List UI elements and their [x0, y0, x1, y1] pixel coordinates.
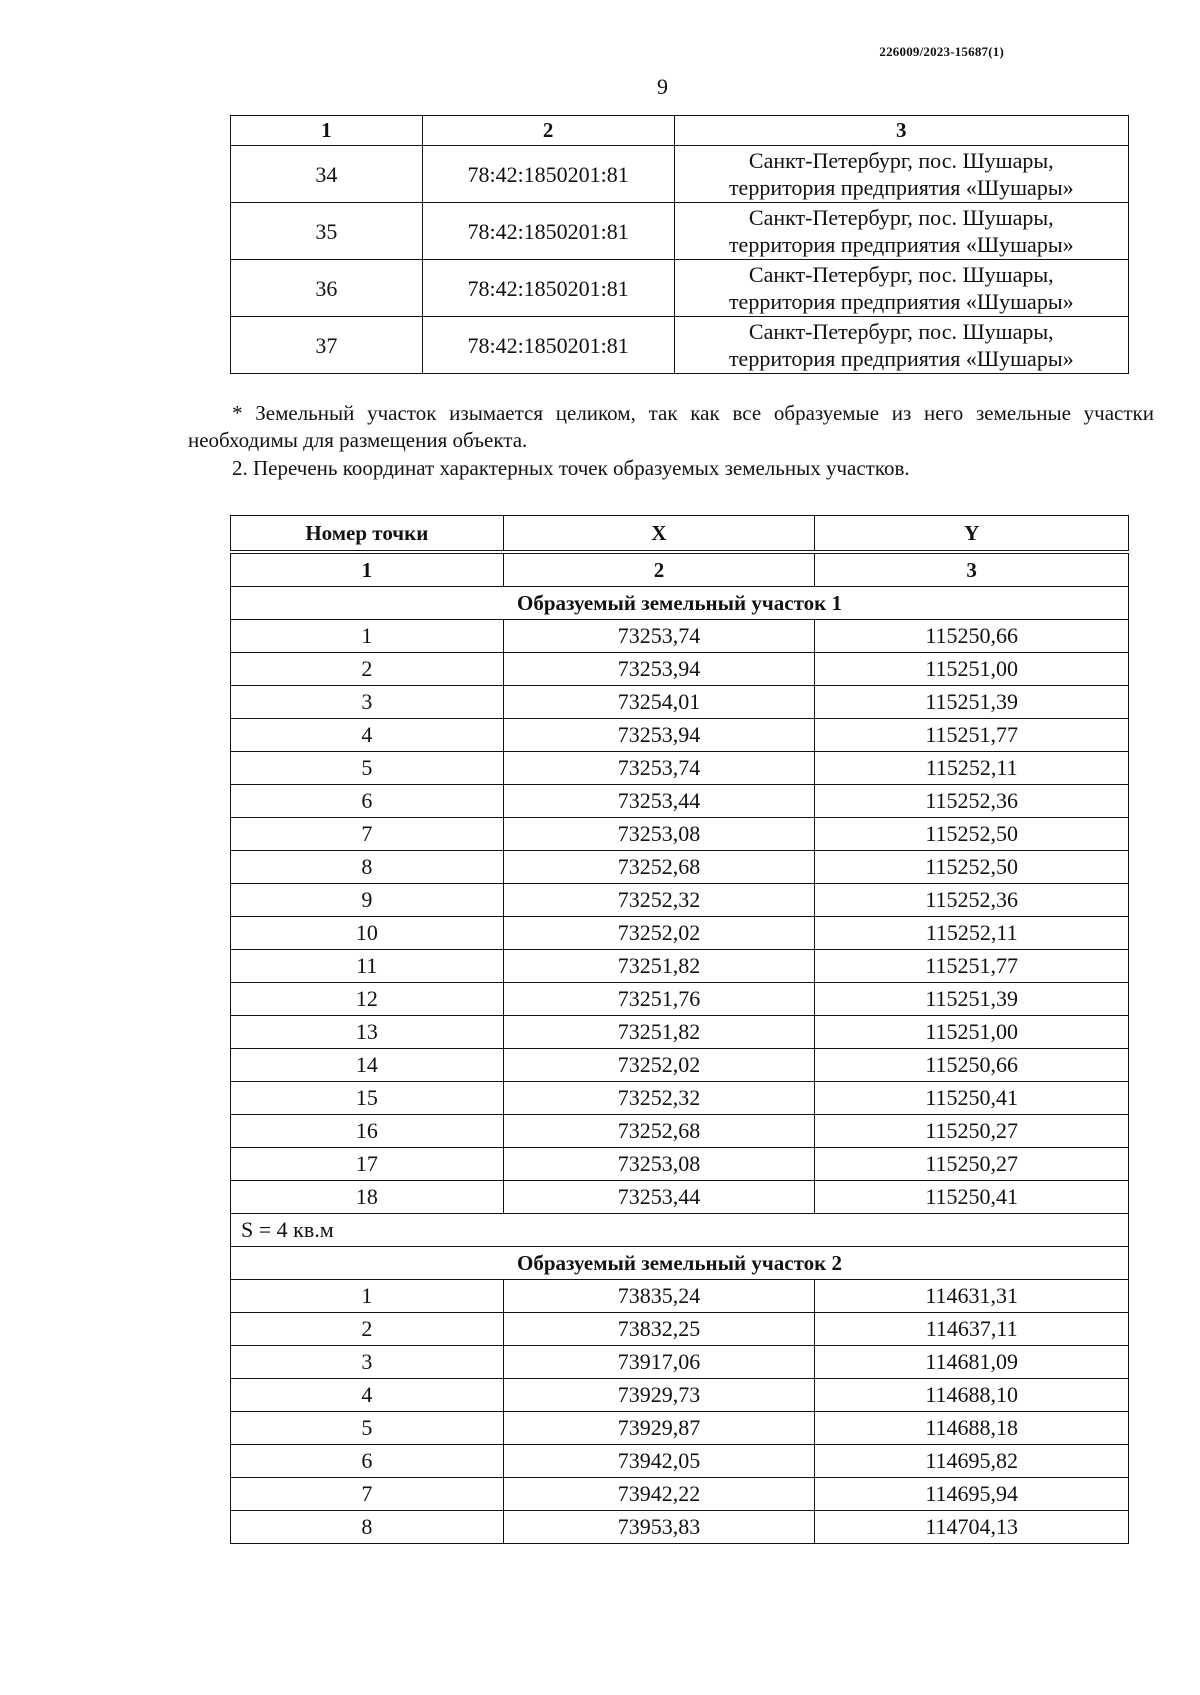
point-number: 6 — [231, 785, 504, 818]
coordinate-x: 73252,68 — [503, 1115, 815, 1148]
coordinate-y: 114695,94 — [815, 1478, 1129, 1511]
coordinate-y: 115252,50 — [815, 818, 1129, 851]
row-number: 36 — [231, 260, 423, 317]
point-number: 4 — [231, 1379, 504, 1412]
table-row — [231, 983, 1129, 1016]
coordinate-y: 114688,18 — [815, 1412, 1129, 1445]
cadastral-number: 78:42:1850201:81 — [422, 146, 674, 203]
coordinate-x: 73929,87 — [503, 1412, 815, 1445]
point-number: 15 — [231, 1082, 504, 1115]
coordinates-body — [231, 552, 1129, 1544]
point-number: 9 — [231, 884, 504, 917]
address-line-2: территория предприятия «Шушары» — [728, 346, 1074, 371]
address-line-1: Санкт-Петербург, пос. Шушары, — [748, 205, 1054, 230]
section-title: Образуемый земельный участок 2 — [231, 1247, 1129, 1280]
table-row — [231, 686, 1129, 719]
section-title-row — [231, 1247, 1129, 1280]
coordinate-y: 115251,77 — [815, 950, 1129, 983]
point-number: 7 — [231, 818, 504, 851]
point-number: 1 — [231, 1280, 504, 1313]
address-line-1: Санкт-Петербург, пос. Шушары, — [748, 148, 1054, 173]
point-number: 10 — [231, 917, 504, 950]
table-row — [231, 317, 1129, 374]
coordinate-x: 73253,94 — [503, 653, 815, 686]
table-row — [231, 851, 1129, 884]
address — [674, 203, 1128, 260]
point-number: 5 — [231, 752, 504, 785]
coordinate-x: 73942,05 — [503, 1445, 815, 1478]
point-number: 6 — [231, 1445, 504, 1478]
coordinate-y: 115251,00 — [815, 1016, 1129, 1049]
point-number: 16 — [231, 1115, 504, 1148]
land-plots-table — [230, 115, 1129, 374]
coordinate-x: 73251,76 — [503, 983, 815, 1016]
table-row — [231, 917, 1129, 950]
coordinate-x: 73953,83 — [503, 1511, 815, 1544]
column-header: 3 — [674, 116, 1128, 146]
coordinate-y: 114688,10 — [815, 1379, 1129, 1412]
point-number: 8 — [231, 1511, 504, 1544]
table-row — [231, 1346, 1129, 1379]
cadastral-number: 78:42:1850201:81 — [422, 317, 674, 374]
column-header: 2 — [422, 116, 674, 146]
coordinate-x: 73251,82 — [503, 1016, 815, 1049]
table-row — [231, 1181, 1129, 1214]
column-header-y: Y — [815, 516, 1129, 553]
table-row — [231, 950, 1129, 983]
coordinate-x: 73253,08 — [503, 818, 815, 851]
table-row — [231, 785, 1129, 818]
coordinate-y: 115251,39 — [815, 686, 1129, 719]
address-line-1: Санкт-Петербург, пос. Шушары, — [748, 319, 1054, 344]
table-row — [231, 620, 1129, 653]
point-number: 8 — [231, 851, 504, 884]
point-number: 3 — [231, 1346, 504, 1379]
address-line-2: территория предприятия «Шушары» — [728, 175, 1074, 200]
page-number: 9 — [657, 74, 668, 99]
coordinate-x: 73252,02 — [503, 1049, 815, 1082]
point-number: 1 — [231, 620, 504, 653]
address — [674, 260, 1128, 317]
coordinate-y: 114681,09 — [815, 1346, 1129, 1379]
column-header-point-number: Номер точки — [231, 516, 504, 553]
coordinate-y: 115250,27 — [815, 1115, 1129, 1148]
coordinate-x: 73253,08 — [503, 1148, 815, 1181]
point-number: 4 — [231, 719, 504, 752]
coordinate-y: 115251,00 — [815, 653, 1129, 686]
coordinate-x: 73942,22 — [503, 1478, 815, 1511]
table-row — [231, 260, 1129, 317]
section-title-row — [231, 587, 1129, 620]
table-row — [231, 1082, 1129, 1115]
point-number: 12 — [231, 983, 504, 1016]
row-number: 35 — [231, 203, 423, 260]
coordinate-x: 73253,44 — [503, 1181, 815, 1214]
table-row — [231, 1016, 1129, 1049]
cadastral-number: 78:42:1850201:81 — [422, 260, 674, 317]
coordinate-x: 73253,74 — [503, 620, 815, 653]
coordinate-y: 114631,31 — [815, 1280, 1129, 1313]
point-number: 18 — [231, 1181, 504, 1214]
coordinate-y: 115252,36 — [815, 785, 1129, 818]
table-row — [231, 818, 1129, 851]
point-number: 2 — [231, 653, 504, 686]
coordinate-x: 73252,32 — [503, 884, 815, 917]
coordinate-x: 73254,01 — [503, 686, 815, 719]
document-code: 226009/2023-15687(1) — [879, 44, 1004, 59]
column-number-row — [231, 552, 1129, 587]
section-title: Образуемый земельный участок 1 — [231, 587, 1129, 620]
coordinate-x: 73929,73 — [503, 1379, 815, 1412]
table-row — [231, 1313, 1129, 1346]
coordinate-y: 114695,82 — [815, 1445, 1129, 1478]
table-header-row — [231, 516, 1129, 553]
coordinate-y: 115251,39 — [815, 983, 1129, 1016]
coordinate-x: 73251,82 — [503, 950, 815, 983]
area-value: S = 4 кв.м — [231, 1214, 1129, 1247]
coordinate-x: 73252,02 — [503, 917, 815, 950]
coordinate-x: 73252,68 — [503, 851, 815, 884]
table-row — [231, 1148, 1129, 1181]
coordinates-table — [230, 515, 1129, 1544]
coordinate-y: 115250,41 — [815, 1082, 1129, 1115]
coordinate-y: 114704,13 — [815, 1511, 1129, 1544]
coordinate-y: 115251,77 — [815, 719, 1129, 752]
point-number: 17 — [231, 1148, 504, 1181]
column-header: 1 — [231, 116, 423, 146]
table-row — [231, 146, 1129, 203]
point-number: 14 — [231, 1049, 504, 1082]
table-row — [231, 1445, 1129, 1478]
coordinate-y: 114637,11 — [815, 1313, 1129, 1346]
table-header-row — [231, 116, 1129, 146]
column-number: 1 — [231, 552, 504, 587]
coordinate-x: 73252,32 — [503, 1082, 815, 1115]
column-header-x: X — [503, 516, 815, 553]
coordinate-x: 73917,06 — [503, 1346, 815, 1379]
point-number: 3 — [231, 686, 504, 719]
point-number: 13 — [231, 1016, 504, 1049]
coordinate-x: 73253,74 — [503, 752, 815, 785]
coordinate-y: 115250,66 — [815, 1049, 1129, 1082]
table-row — [231, 1379, 1129, 1412]
address-line-2: территория предприятия «Шушары» — [728, 232, 1074, 257]
table-row — [231, 884, 1129, 917]
coordinate-x: 73832,25 — [503, 1313, 815, 1346]
table-row — [231, 1412, 1129, 1445]
address-line-1: Санкт-Петербург, пос. Шушары, — [748, 262, 1054, 287]
section-heading: 2. Перечень координат характерных точек образуемых земельных участков. — [232, 456, 910, 480]
coordinate-x: 73253,44 — [503, 785, 815, 818]
area-row — [231, 1214, 1129, 1247]
point-number: 2 — [231, 1313, 504, 1346]
coordinate-y: 115250,66 — [815, 620, 1129, 653]
table-row — [231, 1049, 1129, 1082]
row-number: 37 — [231, 317, 423, 374]
cadastral-number: 78:42:1850201:81 — [422, 203, 674, 260]
coordinate-y: 115250,41 — [815, 1181, 1129, 1214]
table-row — [231, 653, 1129, 686]
point-number: 5 — [231, 1412, 504, 1445]
coordinate-y: 115252,11 — [815, 917, 1129, 950]
column-number: 2 — [503, 552, 815, 587]
address-line-2: территория предприятия «Шушары» — [728, 289, 1074, 314]
point-number: 11 — [231, 950, 504, 983]
table-row — [231, 1478, 1129, 1511]
point-number: 7 — [231, 1478, 504, 1511]
coordinate-y: 115252,36 — [815, 884, 1129, 917]
coordinate-y: 115252,11 — [815, 752, 1129, 785]
address — [674, 317, 1128, 374]
table-row — [231, 1115, 1129, 1148]
coordinate-y: 115250,27 — [815, 1148, 1129, 1181]
table-row — [231, 203, 1129, 260]
table-row — [231, 1511, 1129, 1544]
coordinate-x: 73253,94 — [503, 719, 815, 752]
footnote: * Земельный участок изымается целиком, так как все образуемые из него земельные участки необходимы для размещения объекта. — [188, 401, 1154, 452]
address — [674, 146, 1128, 203]
table-row — [231, 719, 1129, 752]
row-number: 34 — [231, 146, 423, 203]
coordinate-y: 115252,50 — [815, 851, 1129, 884]
column-number: 3 — [815, 552, 1129, 587]
table-row — [231, 752, 1129, 785]
coordinate-x: 73835,24 — [503, 1280, 815, 1313]
table-row — [231, 1280, 1129, 1313]
